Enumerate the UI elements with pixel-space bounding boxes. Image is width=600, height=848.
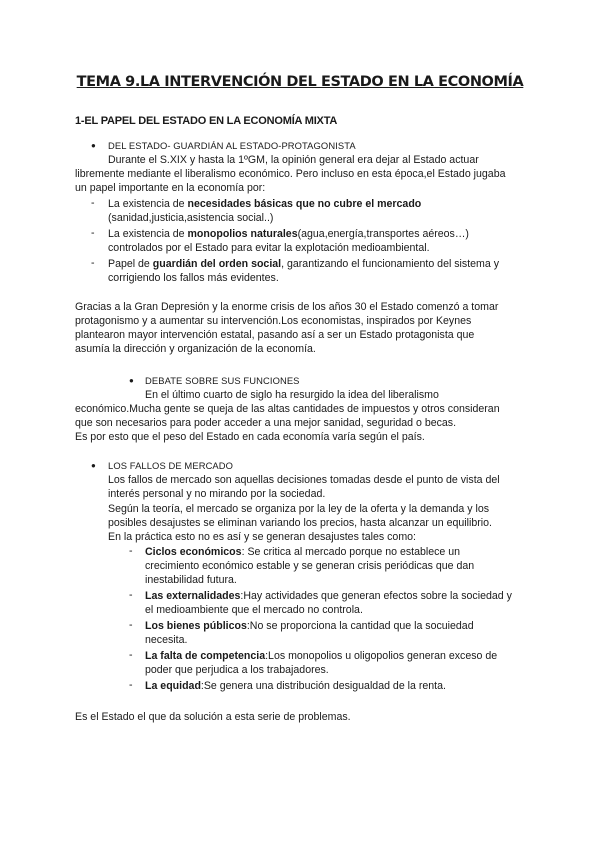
subsection-heading: DEBATE SOBRE SUS FUNCIONES bbox=[145, 375, 300, 386]
dash-marker: - bbox=[129, 589, 133, 601]
list-item-continuation: corrigiendo los fallos más evidentes. bbox=[108, 272, 279, 284]
paragraph-line: En la práctica esto no es así y se generan desajustes tales como: bbox=[108, 531, 416, 543]
paragraph-line: un papel importante en la economía por: bbox=[75, 182, 266, 194]
dash-marker: - bbox=[91, 197, 95, 209]
paragraph-line: económico.Mucha gente se queja de las altas cantidades de impuestos y otros consideran bbox=[75, 403, 500, 415]
document-title: TEMA 9.LA INTERVENCIÓN DEL ESTADO EN LA ECONOMÍA bbox=[76, 74, 524, 90]
list-item-continuation: controlados por el Estado para evitar la explotación medioambiental. bbox=[108, 242, 430, 254]
paragraph-line: que son necesarios para poder acceder a una mejor sanidad, seguridad o becas. bbox=[75, 417, 457, 429]
list-item-continuation: poder que perjudica a los trabajadores. bbox=[145, 664, 329, 676]
list-item-continuation: crecimiento económico estable y se generan crisis periódicas que dan bbox=[145, 560, 475, 572]
list-item: Las externalidades:Hay actividades que generan efectos sobre la sociedad y bbox=[145, 590, 512, 602]
dash-marker: - bbox=[129, 545, 133, 557]
dash-marker: - bbox=[129, 679, 133, 691]
dash-marker: - bbox=[129, 649, 133, 661]
paragraph-line: interés personal y no mirando por la sociedad. bbox=[108, 488, 326, 500]
paragraph-line: libremente mediante el liberalismo económico. Pero incluso en esta época,el Estado jugaba bbox=[75, 168, 506, 180]
section-heading: 1-EL PAPEL DEL ESTADO EN LA ECONOMÍA MIXTA bbox=[75, 115, 338, 127]
closing-paragraph: Es el Estado el que da solución a esta serie de problemas. bbox=[75, 711, 351, 723]
paragraph-line: Durante el S.XIX y hasta la 1ºGM, la opinión general era dejar al Estado actuar bbox=[108, 154, 479, 166]
list-item-continuation: (sanidad,justicia,asistencia social..) bbox=[108, 212, 274, 224]
subsection-heading: LOS FALLOS DE MERCADO bbox=[108, 460, 234, 471]
dash-marker: - bbox=[91, 227, 95, 239]
bullet-icon: ● bbox=[91, 141, 96, 150]
dash-marker: - bbox=[91, 257, 95, 269]
bullet-icon: ● bbox=[129, 376, 134, 385]
list-item-continuation: el medioambiente que el mercado no controla. bbox=[145, 604, 363, 616]
list-item: La falta de competencia:Los monopolios u oligopolios generan exceso de bbox=[145, 650, 498, 662]
list-item: La existencia de necesidades básicas que no cubre el mercado bbox=[108, 198, 422, 210]
list-item: Ciclos económicos: Se critica al mercado porque no establece un bbox=[145, 546, 461, 558]
paragraph-line: asumía la dirección y organización de la economía. bbox=[75, 343, 316, 355]
subsection-heading: DEL ESTADO- GUARDIÁN AL ESTADO-PROTAGONISTA bbox=[108, 140, 356, 151]
paragraph-line: Es por esto que el peso del Estado en cada economía varía según el país. bbox=[75, 431, 425, 443]
paragraph-line: En el último cuarto de siglo ha resurgido la idea del liberalismo bbox=[145, 389, 439, 401]
paragraph-line: protagonismo y a aumentar su intervención.Los economistas, inspirados por Keynes bbox=[75, 315, 472, 327]
list-item: La existencia de monopolios naturales(agua,energía,transportes aéreos…) bbox=[108, 228, 469, 240]
paragraph-line: Gracias a la Gran Depresión y la enorme crisis de los años 30 el Estado comenzó a tomar bbox=[75, 301, 499, 313]
list-item: La equidad:Se genera una distribución desigualdad de la renta. bbox=[145, 680, 446, 692]
list-item: Papel de guardián del orden social, garantizando el funcionamiento del sistema y bbox=[108, 258, 499, 270]
list-item-continuation: inestabilidad futura. bbox=[145, 574, 237, 586]
dash-marker: - bbox=[129, 619, 133, 631]
list-item: Los bienes públicos:No se proporciona la cantidad que la socuiedad bbox=[145, 620, 474, 632]
paragraph-line: Según la teoría, el mercado se organiza por la ley de la oferta y la demanda y los bbox=[108, 503, 490, 515]
paragraph-line: Los fallos de mercado son aquellas decisiones tomadas desde el punto de vista del bbox=[108, 474, 500, 486]
paragraph-line: plantearon mayor intervención estatal, pasando así a ser un Estado protagonista que bbox=[75, 329, 475, 341]
bullet-icon: ● bbox=[91, 461, 96, 470]
paragraph-line: posibles desajustes se eliminan variando los precios, hasta alcanzar un equilibrio. bbox=[108, 517, 492, 529]
list-item-continuation: necesita. bbox=[145, 634, 188, 646]
